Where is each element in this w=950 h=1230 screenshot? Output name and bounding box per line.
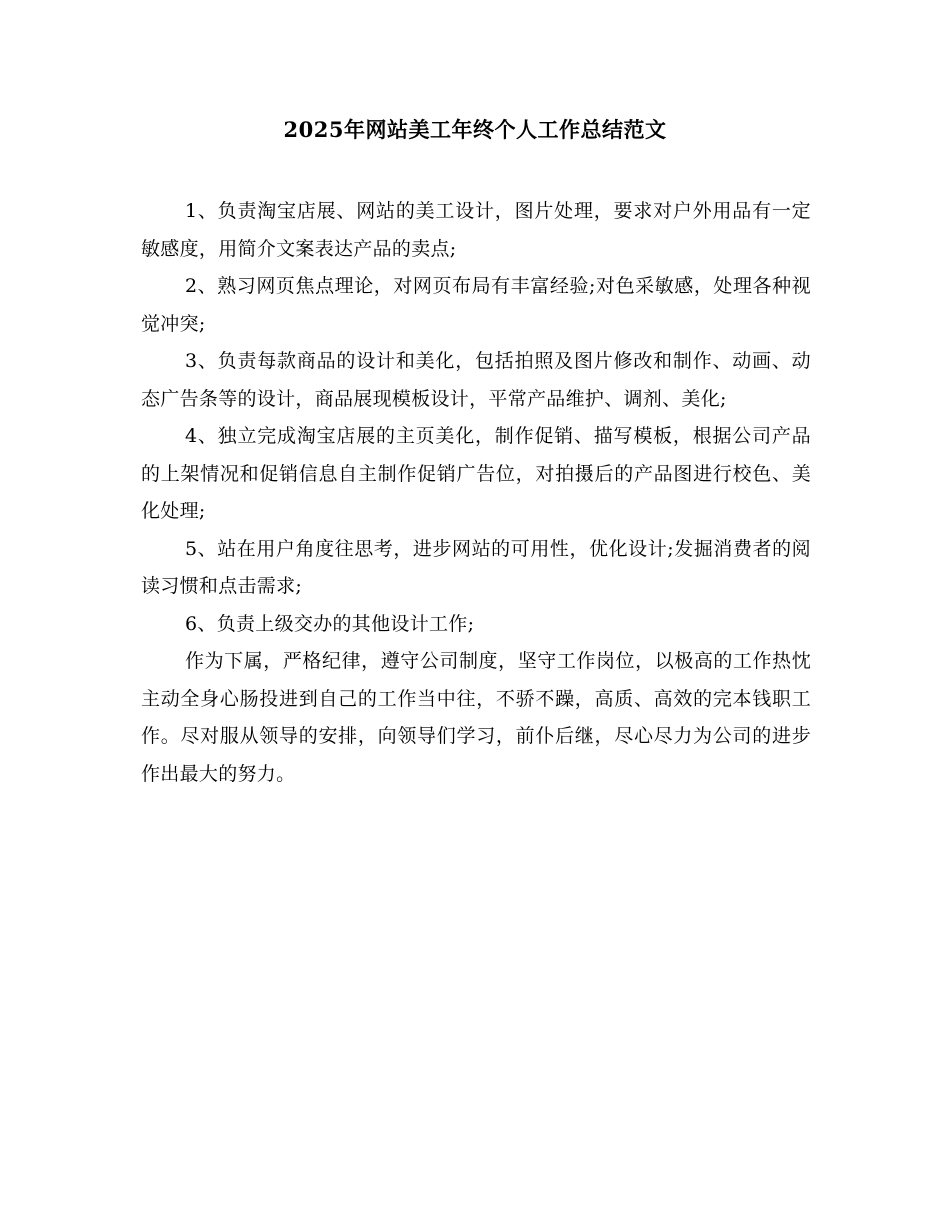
document-body	[141, 193, 811, 793]
paragraph-5: 5、站在用户角度往思考，进步网站的可用性，优化设计;发掘消费者的阅读习惯和点击需求;	[141, 537, 811, 597]
paragraph-2: 2、熟习网页焦点理论，对网页布局有丰富经验;对色采敏感，处理各种视觉冲突;	[141, 275, 811, 335]
paragraph-3: 3、负责每款商品的设计和美化，包括拍照及图片修改和制作、动画、动态广告条等的设计，商品展现模板设计，平常产品维护、调剂、美化;	[141, 350, 811, 410]
paragraph-6: 6、负责上级交办的其他设计工作;	[185, 612, 475, 635]
paragraph-4: 4、独立完成淘宝店展的主页美化，制作促销、描写模板，根据公司产品的上架情况和促销信息自主制作促销广告位，对拍摄后的产品图进行校色、美化处理;	[141, 425, 811, 522]
document-title: 2025年网站美工年终个人工作总结范文	[283, 117, 667, 142]
paragraph-1: 1、负责淘宝店展、网站的美工设计，图片处理，要求对户外用品有一定敏感度，用简介文案表达产品的卖点;	[141, 200, 811, 260]
paragraph-7: 作为下属，严格纪律，遵守公司制度，坚守工作岗位，以极高的工作热忱主动全身心肠投进到自己的工作当中往，不骄不躁，高质、高效的完本钱职工作。尽对服从领导的安排，向领导们学习，前仆后继，尽心尽力为公司的进步作出最大的努力。	[141, 650, 811, 785]
